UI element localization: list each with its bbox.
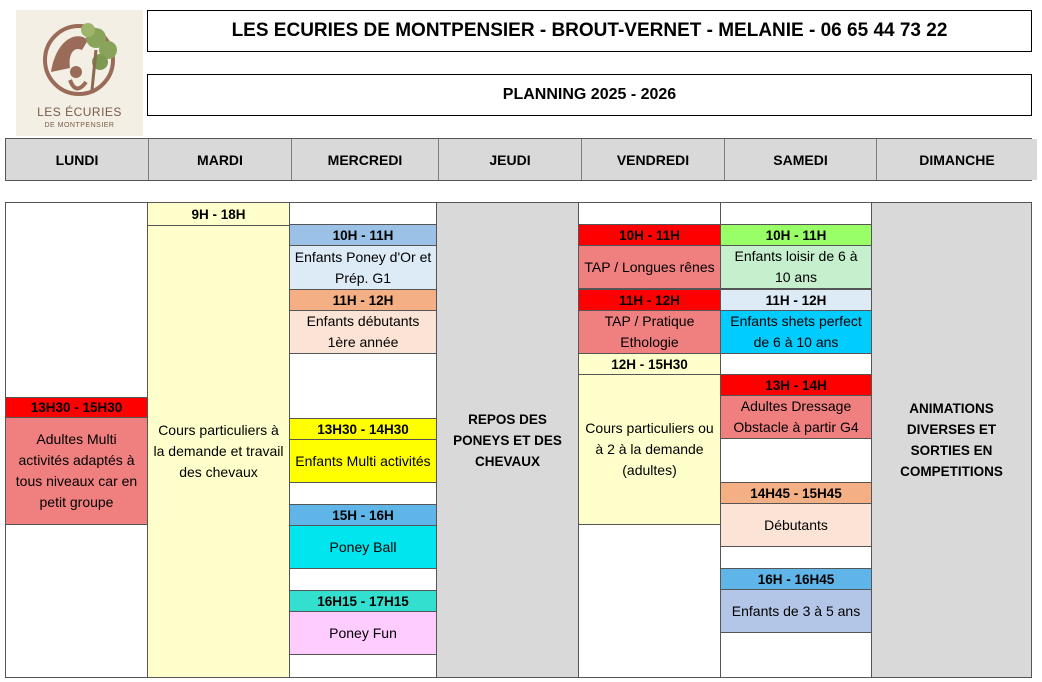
time-slot: 16H15 - 17H15: [289, 590, 437, 612]
time-slot: 13H30 - 15H30: [5, 397, 148, 418]
activity-cell: Enfants de 3 à 5 ans: [720, 589, 872, 633]
day-header-vendredi: VENDREDI: [582, 139, 725, 180]
time-slot: 10H - 11H: [578, 224, 721, 246]
logo-brand-sub: DE MONTPENSIER: [44, 122, 115, 129]
time-slot: 16H - 16H45: [720, 568, 872, 590]
activity-cell: Enfants Poney d'Or et Prép. G1: [289, 245, 437, 290]
activity-cell: TAP / Longues rênes: [578, 245, 721, 289]
activity-cell: Adultes Dressage Obstacle à partir G4: [720, 395, 872, 439]
activity-cell: Cours particuliers ou à 2 à la demande (adultes): [578, 374, 721, 525]
activity-cell: TAP / Pratique Ethologie: [578, 310, 721, 354]
day-header-mardi: MARDI: [149, 139, 292, 180]
day-header-row: [5, 138, 1032, 181]
day-header-dimanche: DIMANCHE: [877, 139, 1037, 180]
dimanche-cell: ANIMATIONS DIVERSES ET SORTIES EN COMPETITIONS: [871, 202, 1032, 678]
logo-brand-name: LES ÉCURIES: [37, 105, 122, 119]
rest-day-cell: REPOS DES PONEYS ET DES CHEVAUX: [436, 202, 579, 678]
activity-cell: Enfants shets perfect de 6 à 10 ans: [720, 310, 872, 354]
time-slot: 10H - 11H: [289, 224, 437, 246]
day-header-mercredi: MERCREDI: [292, 139, 439, 180]
activity-cell: Débutants: [720, 503, 872, 547]
page-title: LES ECURIES DE MONTPENSIER - BROUT-VERNET - MELANIE - 06 65 44 73 22: [147, 10, 1032, 52]
time-slot: 14H45 - 15H45: [720, 482, 872, 504]
time-slot: 9H - 18H: [147, 202, 290, 226]
activity-cell: Enfants débutants 1ère année: [289, 310, 437, 354]
activity-cell: Cours particuliers à la demande et travail des chevaux: [147, 225, 290, 678]
day-header-jeudi: JEUDI: [439, 139, 582, 180]
time-slot: 13H30 - 14H30: [289, 418, 437, 440]
time-slot: 11H - 12H: [578, 289, 721, 311]
page-subtitle: PLANNING 2025 - 2026: [147, 74, 1032, 116]
day-header-samedi: SAMEDI: [725, 139, 877, 180]
logo: [16, 10, 143, 136]
activity-cell: Adultes Multi activités adaptés à tous niveaux car en petit groupe: [5, 417, 148, 525]
time-slot: 10H - 11H: [720, 224, 872, 246]
activity-cell: Enfants Multi activités: [289, 439, 437, 483]
time-slot: 12H - 15H30: [578, 353, 721, 375]
day-header-lundi: LUNDI: [6, 139, 149, 180]
time-slot: 11H - 12H: [720, 289, 872, 311]
time-slot: 11H - 12H: [289, 289, 437, 311]
time-slot: 13H - 14H: [720, 374, 872, 396]
activity-cell: Poney Fun: [289, 611, 437, 655]
activity-cell: Poney Ball: [289, 525, 437, 569]
activity-cell: Enfants loisir de 6 à 10 ans: [720, 245, 872, 289]
time-slot: 15H - 16H: [289, 504, 437, 526]
